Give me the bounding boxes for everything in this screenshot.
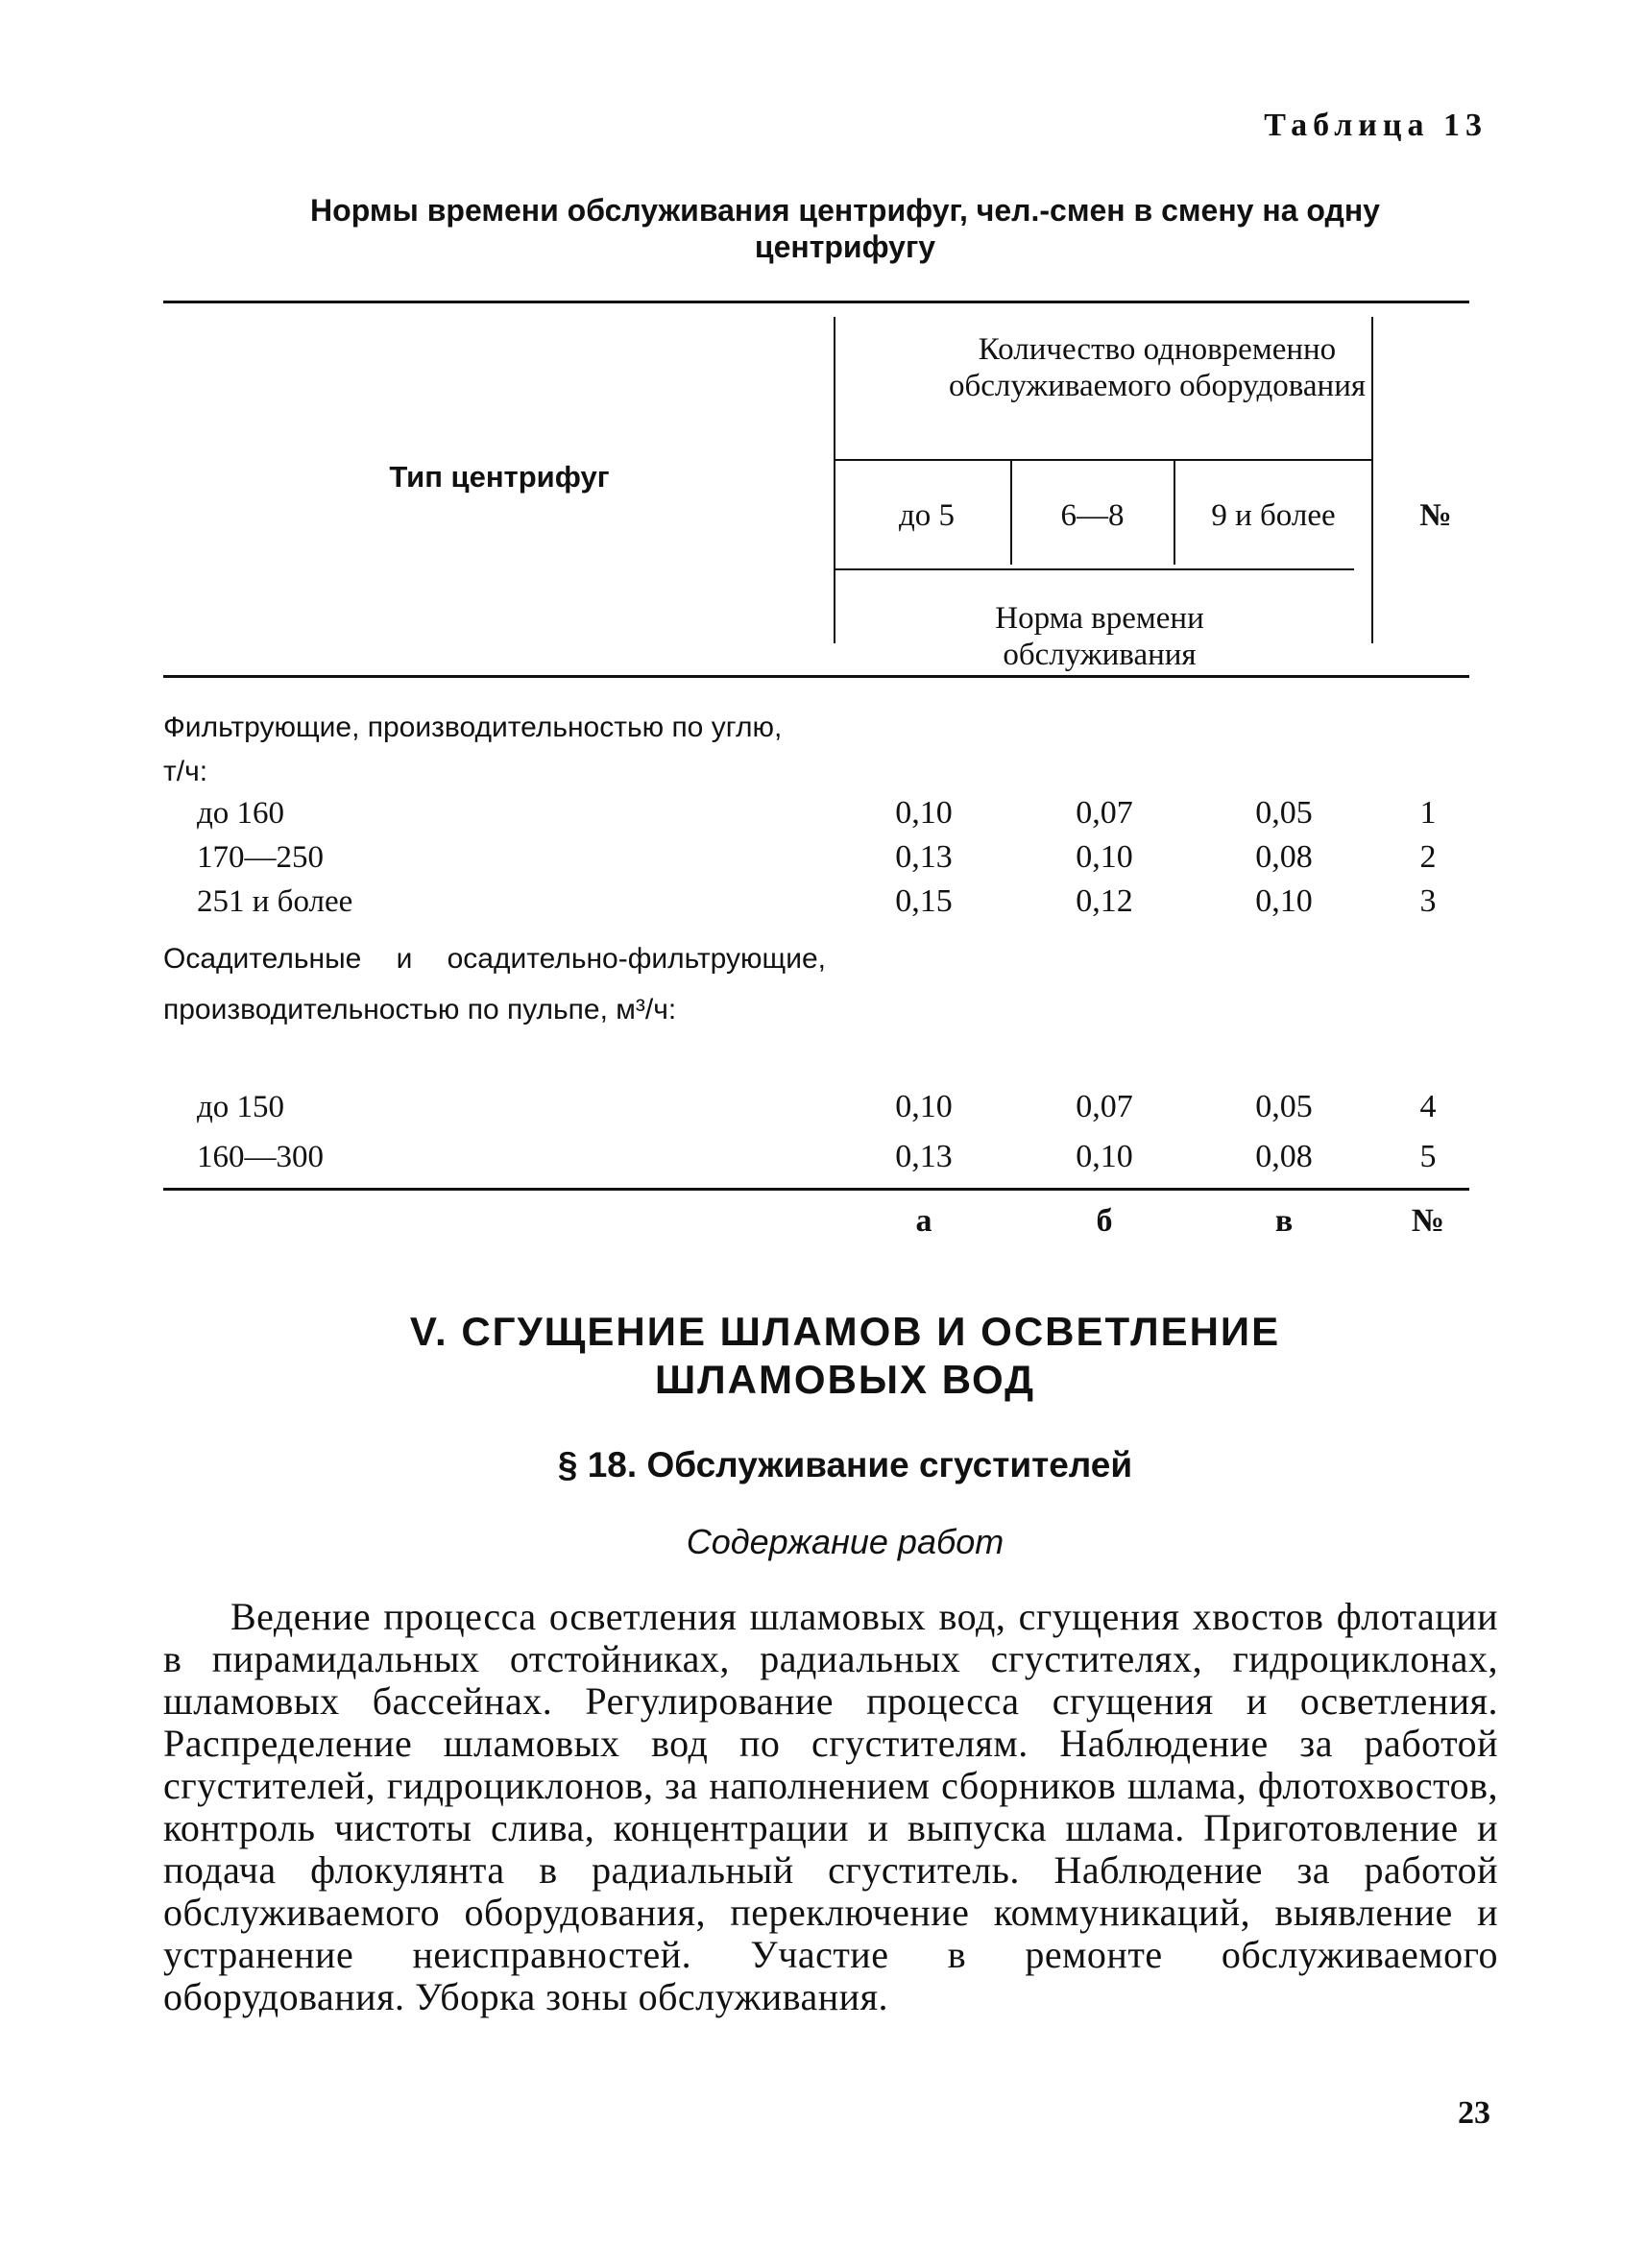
table-top-rule <box>163 301 1469 303</box>
type-column-header: Тип центрифуг <box>389 460 610 494</box>
row-label: 170—250 <box>197 840 324 875</box>
col-header-3: 9 и более <box>1211 498 1336 533</box>
row-label: 251 и более <box>197 884 353 919</box>
cell-c: 0,05 <box>1255 795 1313 831</box>
page-number: 23 <box>1458 2095 1490 2131</box>
paragraph-title: § 18. Обслуживание сгустителей <box>557 1445 1133 1484</box>
norm-header: Норма времени обслуживания <box>995 601 1204 672</box>
footer-a: а <box>915 1203 932 1239</box>
cell-c: 0,05 <box>1255 1089 1313 1124</box>
row-label: до 150 <box>197 1090 285 1124</box>
cell-n: 4 <box>1419 1089 1437 1124</box>
table-bottom-rule <box>163 1188 1469 1191</box>
cell-b: 0,07 <box>1076 795 1133 831</box>
cell-a: 0,13 <box>895 1139 953 1174</box>
cell-c: 0,10 <box>1255 883 1313 919</box>
footer-n: № <box>1411 1203 1445 1239</box>
number-column-header: № <box>1419 498 1452 533</box>
footer-c: в <box>1274 1203 1294 1239</box>
header-divider <box>1010 461 1012 565</box>
cell-b: 0,10 <box>1076 1139 1133 1174</box>
cell-a: 0,13 <box>895 839 953 875</box>
section-heading: V. СГУЩЕНИЕ ШЛАМОВ И ОСВЕТЛЕНИЕ ШЛАМОВЫХ ВОД <box>409 1309 1281 1402</box>
cell-b: 0,10 <box>1076 839 1133 875</box>
cell-n: 2 <box>1419 839 1437 875</box>
group-label: Осадительные и осадительно-фильтрующие, производительностью по пульпе, м³/ч: <box>163 943 826 1025</box>
table-label: Таблица 13 <box>1264 108 1488 143</box>
header-rule <box>835 459 1371 461</box>
cell-n: 5 <box>1419 1139 1437 1174</box>
quantity-group-header: Количество одновременно обслуживаемого оборудования <box>948 332 1367 403</box>
subtitle: Содержание работ <box>686 1522 1005 1561</box>
cell-b: 0,12 <box>1076 883 1133 919</box>
row-label: до 160 <box>197 796 285 831</box>
header-divider <box>1174 461 1175 565</box>
header-bottom-rule <box>163 675 1469 678</box>
cell-n: 3 <box>1419 883 1437 919</box>
cell-a: 0,10 <box>895 1089 953 1124</box>
header-divider <box>1371 317 1373 643</box>
col-header-2: 6—8 <box>1060 498 1125 533</box>
col-header-1: до 5 <box>898 498 956 533</box>
header-rule <box>835 568 1354 570</box>
cell-c: 0,08 <box>1255 1139 1313 1174</box>
row-label: 160—300 <box>197 1140 324 1174</box>
cell-n: 1 <box>1419 795 1437 831</box>
cell-a: 0,10 <box>895 795 953 831</box>
table-caption: Нормы времени обслуживания центрифуг, чел.-смен в смену на одну центрифугу <box>310 193 1380 264</box>
footer-b: б <box>1096 1203 1113 1239</box>
cell-b: 0,07 <box>1076 1089 1133 1124</box>
body-paragraph: Ведение процесса осветления шламовых вод, сгущения хвостов флотации в пирамидальных отстойниках, радиальных сгустителях, гидроциклонах, шламовых бассейнах. Регулирование процесса сгущения и осветления. Распределение шламовых вод по сгустителям. Наблюдение за работой сгустителей, гидроциклонов, за наполнением сборников шлама, флотохвостов, контроль чистоты слива, концентрации и выпуска шлама. Приготовление и подача флокулянта в радиальный сгуститель. Наблюдение за работой обслуживаемого оборудования, переключение коммуникаций, выявление и устранение неисправностей. Участие в ремонте обслуживаемого оборудования. Уборка зоны обслуживания. <box>163 1595 1498 2018</box>
cell-c: 0,08 <box>1255 839 1313 875</box>
group-label: Фильтрующие, производительностью по углю, т/ч: <box>163 712 783 787</box>
cell-a: 0,15 <box>895 883 953 919</box>
